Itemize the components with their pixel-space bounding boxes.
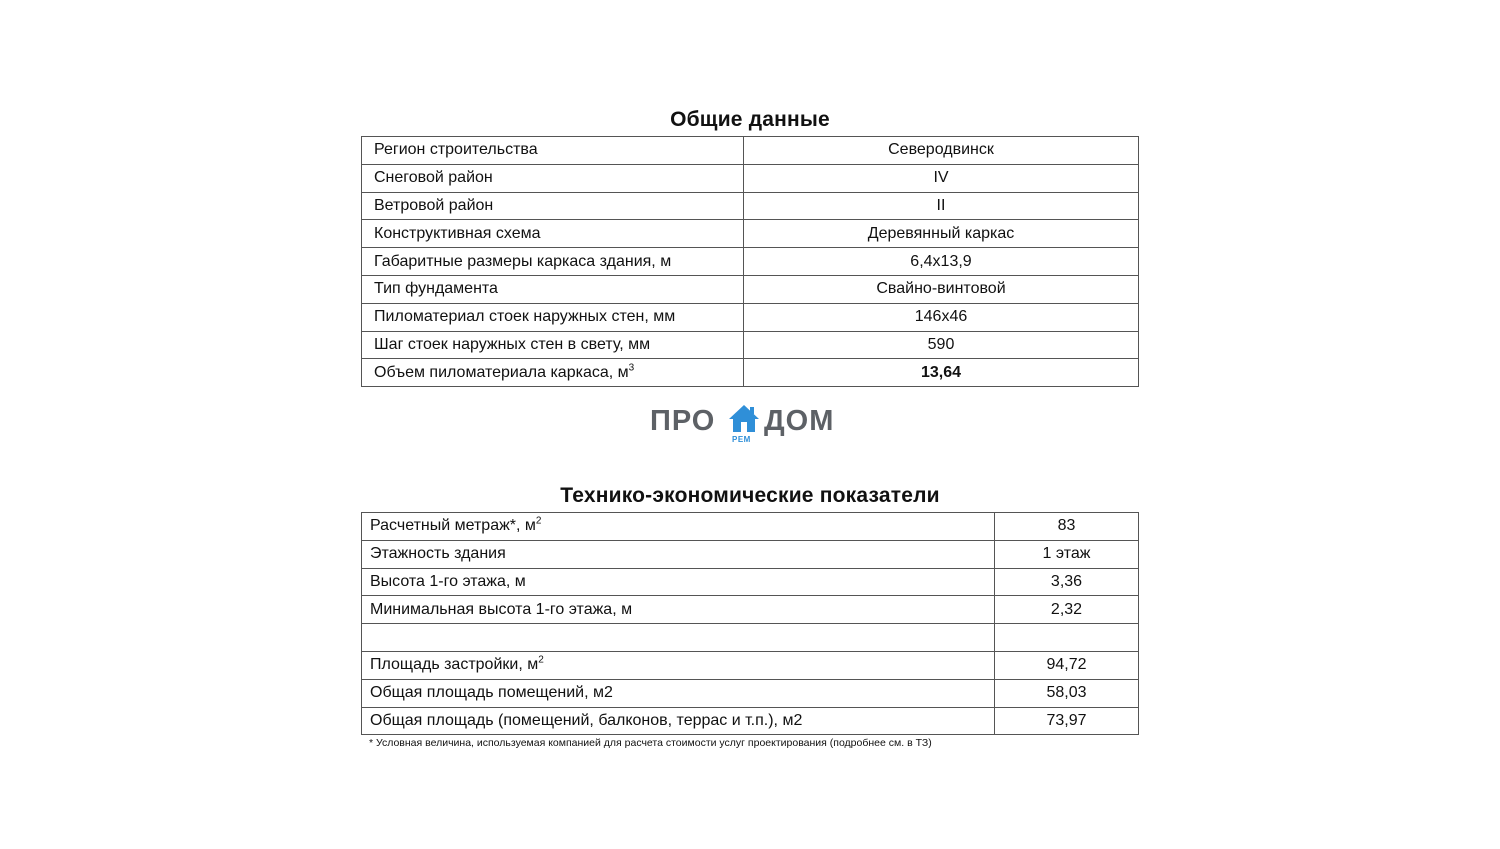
- table-row: [362, 540, 1139, 568]
- row-label: Площадь застройки, м: [370, 656, 539, 674]
- footnote: * Условная величина, используемая компанией для расчета стоимости услуг проектирования (подробнее см. в ТЗ): [369, 737, 932, 749]
- row-value: Деревянный каркас: [744, 220, 1139, 248]
- table-row: [362, 513, 1139, 541]
- table-row: [362, 248, 1139, 276]
- row-value: 94,72: [995, 651, 1139, 679]
- row-label: Пиломатериал стоек наружных стен, мм: [362, 303, 744, 331]
- row-value: 2,32: [995, 596, 1139, 624]
- row-label: Общая площадь помещений, м2: [362, 679, 995, 707]
- row-value: 146х46: [744, 303, 1139, 331]
- logo-word-pro: ПРО: [650, 405, 716, 437]
- table-row: [362, 679, 1139, 707]
- row-value: II: [744, 192, 1139, 220]
- unit-superscript: 2: [538, 655, 544, 667]
- row-label-cell: [362, 359, 744, 387]
- row-label: Общая площадь (помещений, балконов, террас и т.п.), м2: [362, 707, 995, 735]
- row-label-cell: [362, 513, 995, 541]
- row-label: Минимальная высота 1-го этажа, м: [362, 596, 995, 624]
- company-logo: [650, 402, 850, 448]
- table-row: [362, 303, 1139, 331]
- table-row: [362, 192, 1139, 220]
- row-value: 590: [744, 331, 1139, 359]
- table-row: [362, 568, 1139, 596]
- row-label: Этажность здания: [362, 540, 995, 568]
- row-value: Северодвинск: [744, 137, 1139, 165]
- tech-indicators-table: [361, 512, 1139, 735]
- row-value: 73,97: [995, 707, 1139, 735]
- tech-indicators-title: Технико-экономические показатели: [560, 484, 940, 507]
- table-row: [362, 220, 1139, 248]
- row-label: Объем пиломатериала каркаса, м: [374, 363, 629, 381]
- table-row: [362, 596, 1139, 624]
- table-row: [362, 137, 1139, 165]
- unit-superscript: 3: [628, 362, 635, 374]
- table-row: [362, 359, 1139, 387]
- row-value: 58,03: [995, 679, 1139, 707]
- table-row: [362, 275, 1139, 303]
- row-label: Высота 1-го этажа, м: [362, 568, 995, 596]
- house-icon: [728, 404, 760, 434]
- table-row: [362, 707, 1139, 735]
- row-label: Ветровой район: [362, 192, 744, 220]
- general-data-table: [361, 136, 1139, 387]
- row-label: Габаритные размеры каркаса здания, м: [362, 248, 744, 276]
- row-value: Свайно-винтовой: [744, 275, 1139, 303]
- row-label: Конструктивная схема: [362, 220, 744, 248]
- unit-superscript: 2: [535, 516, 542, 528]
- table-row: [362, 624, 1139, 652]
- logo-word-dom: ДОМ: [764, 405, 835, 437]
- table-row: [362, 651, 1139, 679]
- row-value: IV: [744, 164, 1139, 192]
- row-label: Снеговой район: [362, 164, 744, 192]
- table-row: [362, 331, 1139, 359]
- row-label: Регион строительства: [362, 137, 744, 165]
- row-label: Тип фундамента: [362, 275, 744, 303]
- row-label: Расчетный метраж*, м: [370, 517, 536, 535]
- row-value: 6,4х13,9: [744, 248, 1139, 276]
- logo-sub: РЕМ: [732, 435, 751, 444]
- general-data-title: Общие данные: [670, 108, 830, 131]
- table-row: [362, 164, 1139, 192]
- row-label-cell: [362, 651, 995, 679]
- row-value: [995, 624, 1139, 652]
- row-label: [362, 624, 995, 652]
- row-value: 1 этаж: [995, 540, 1139, 568]
- row-label: Шаг стоек наружных стен в свету, мм: [362, 331, 744, 359]
- row-value: 13,64: [744, 359, 1139, 387]
- row-value: 83: [995, 513, 1139, 541]
- row-value: 3,36: [995, 568, 1139, 596]
